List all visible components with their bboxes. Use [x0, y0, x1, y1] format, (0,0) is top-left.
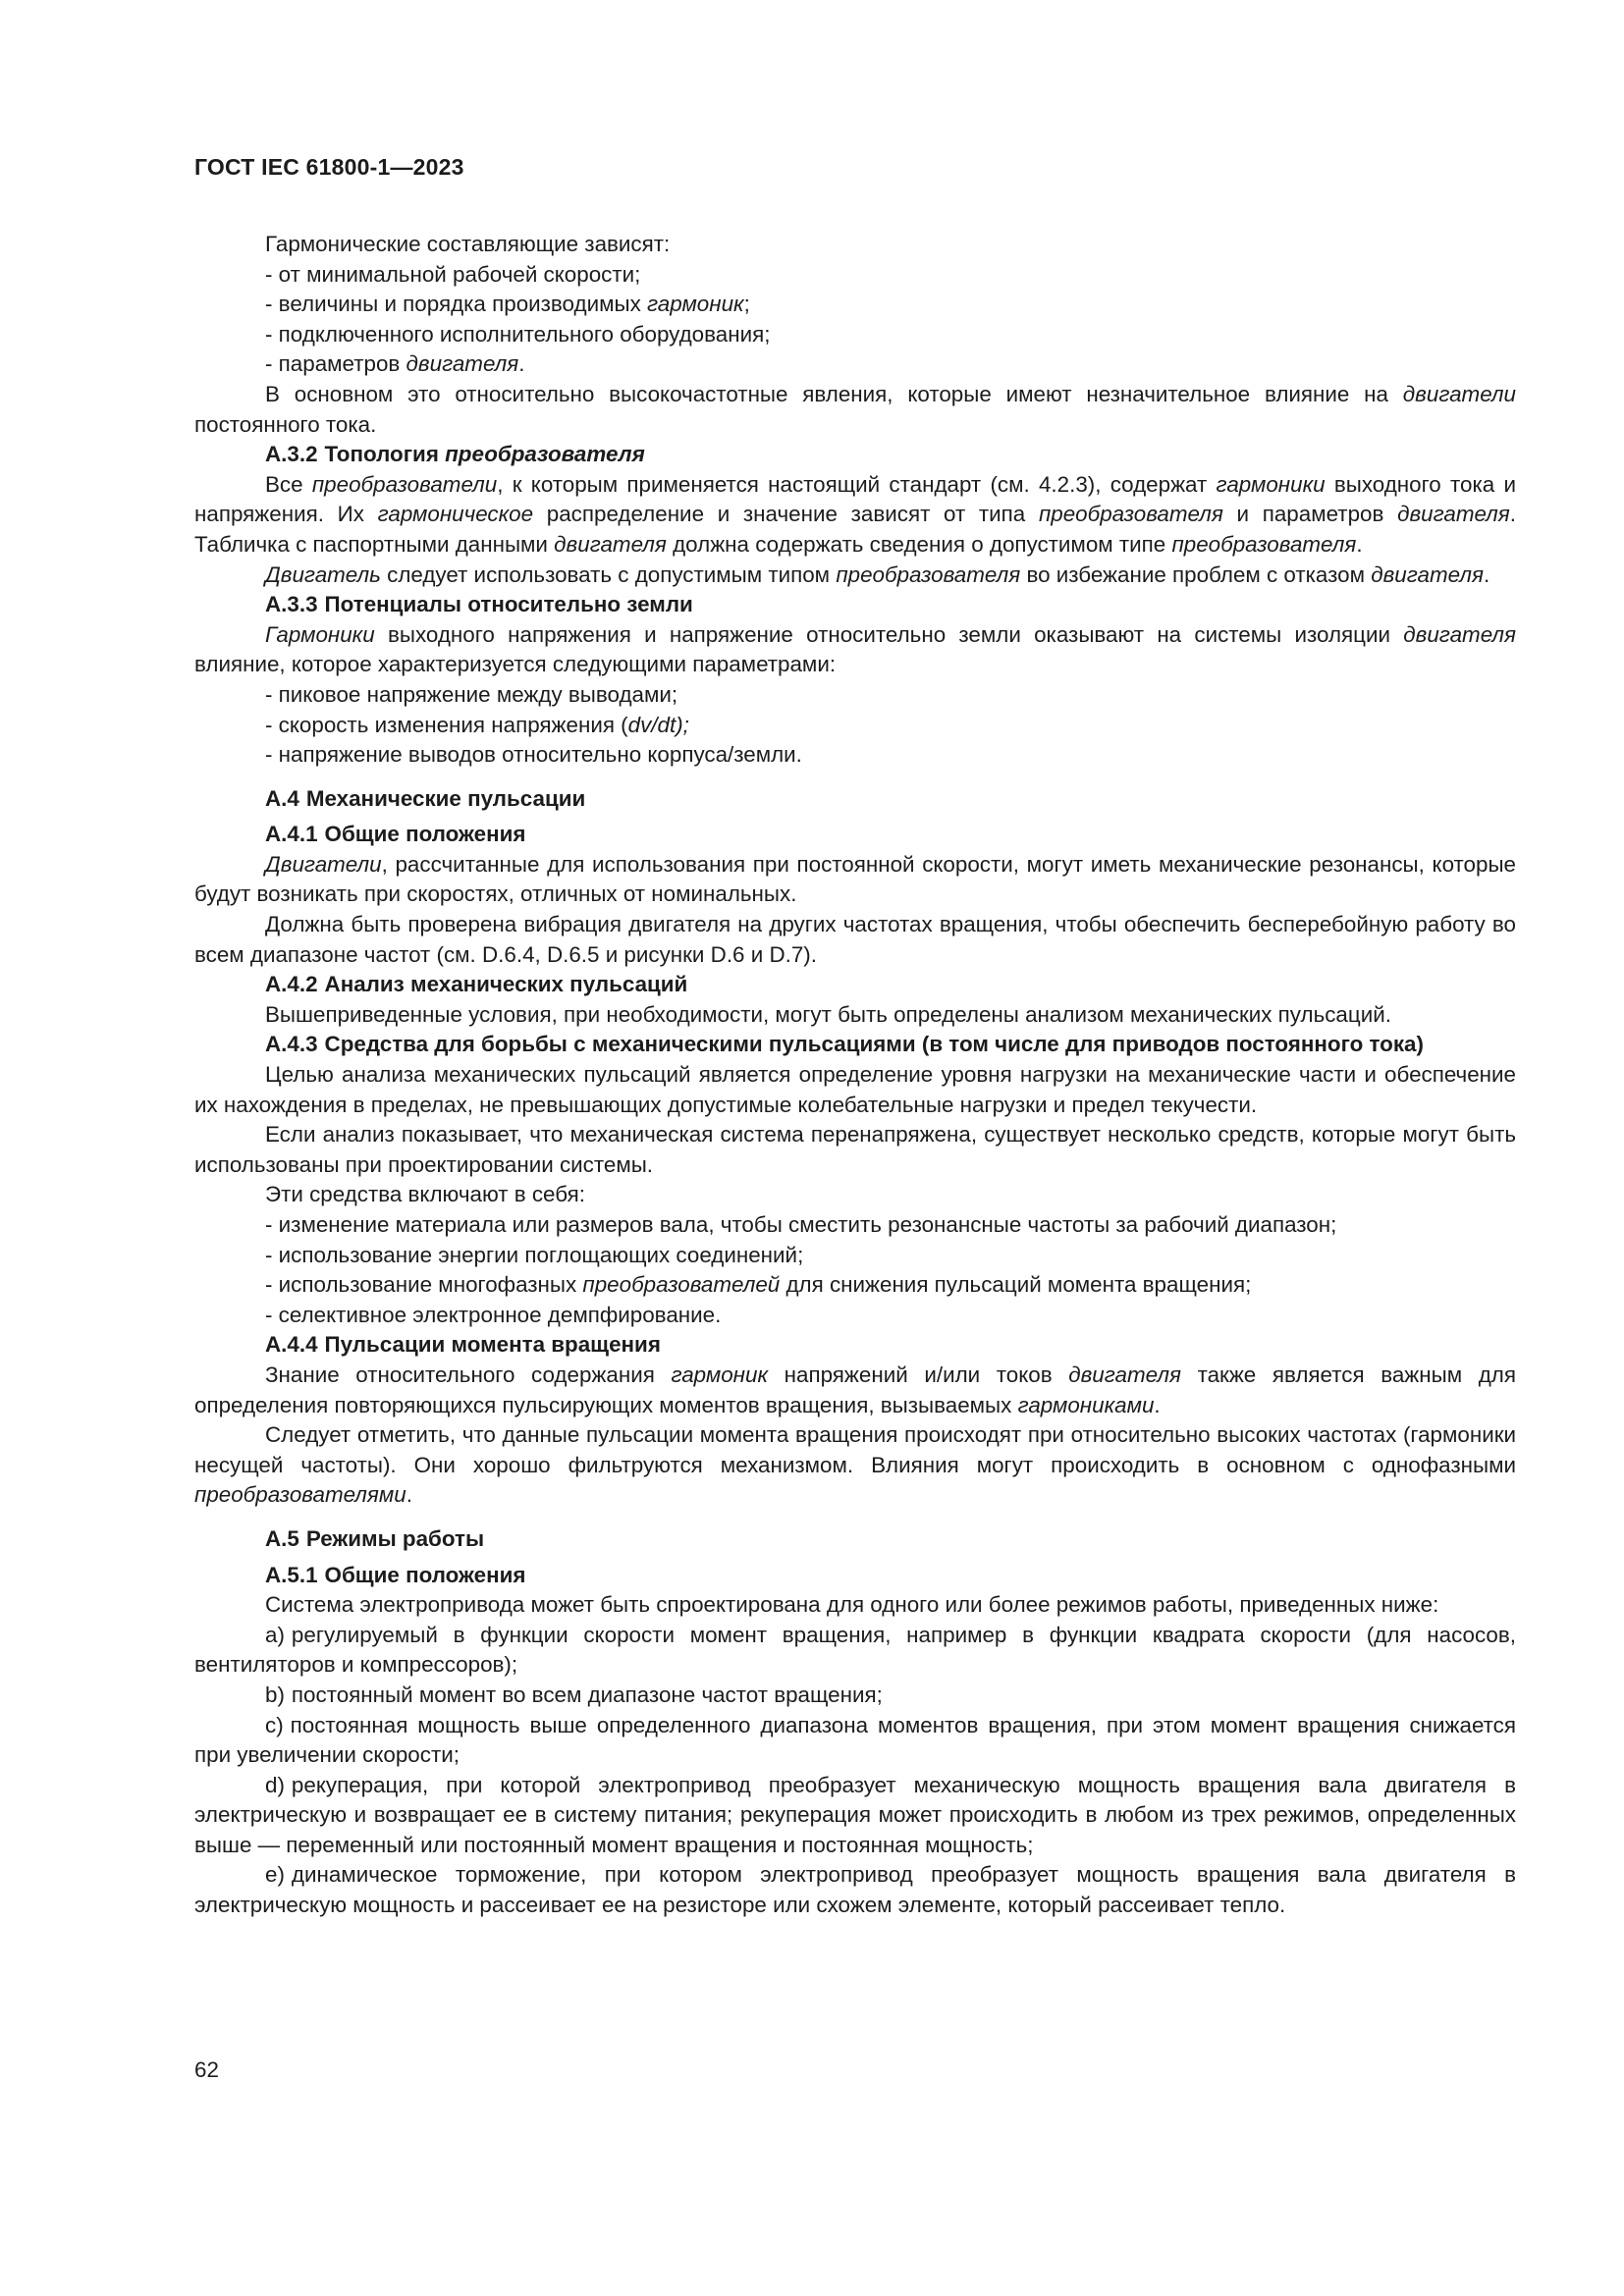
list-item: - величины и порядка производимых гармоник;	[265, 292, 750, 317]
paragraph: Система электропривода может быть спроектирована для одного или более режимов работы, приведенных ниже:	[265, 1592, 1439, 1618]
paragraph: Следует отметить, что данные пульсации момента вращения происходят при относительно высоких частотах (гармоники несущей частоты). Они хорошо фильтруются механизмом. Влияния могут происходить в основном с однофазными преобразователями.	[194, 1422, 1516, 1508]
list-item: - параметров двигателя.	[265, 351, 525, 377]
paragraph: Эти средства включают в себя:	[265, 1182, 585, 1207]
list-item: d) рекуперация, при которой электропривод преобразует механическую мощность вращения вала двигателя в электрическую и возвращает ее в систему питания; рекуперация может происходить в любом из трех режимов, определенных выше — переменный или постоянный момент вращения и постоянная мощность;	[194, 1772, 1516, 1857]
paragraph: Если анализ показывает, что механическая система перенапряжена, существует несколько средств, которые могут быть использованы при проектировании системы.	[194, 1122, 1516, 1177]
paragraph: Гармонические составляющие зависят:	[265, 232, 671, 256]
section-heading-a5: А.5 Режимы работы	[265, 1525, 485, 1551]
page-number: 62	[194, 2057, 219, 2082]
list-item: - изменение материала или размеров вала, чтобы сместить резонансные частоты за рабочий диапазон;	[265, 1212, 1337, 1237]
document-header: ГОСТ IEC 61800-1—2023	[194, 154, 464, 180]
paragraph: Все преобразователи, к которым применяется настоящий стандарт (см. 4.2.3), содержат гармоники выходного тока и напряжения. Их гармоническое распределение и значение зависят от типа преобразователя и параметров двигателя. Табличка с паспортными данными двигателя должна содержать сведения о допустимом типе преобразователя.	[194, 471, 1517, 557]
paragraph: Гармоники выходного напряжения и напряжение относительно земли оказывают на системы изоляции двигателя влияние, которое характеризуется следующими параметрами:	[194, 621, 1516, 677]
list-item: c) постоянная мощность выше определенного диапазона моментов вращения, при этом момент вращения снижается при увеличении скорости;	[194, 1712, 1516, 1768]
section-heading-a33: А.3.3 Потенциалы относительно земли	[265, 592, 693, 617]
paragraph: Целью анализа механических пульсаций является определение уровня нагрузки на механические части и обеспечение их нахождения в пределах, не превышающих допустимые колебательные нагрузки и предел текучести.	[194, 1062, 1516, 1117]
paragraph: Вышеприведенные условия, при необходимости, могут быть определены анализом механических пульсаций.	[265, 1001, 1391, 1027]
section-heading-a4: А.4 Механические пульсации	[265, 785, 586, 811]
list-item: - подключенного исполнительного оборудования;	[265, 321, 771, 347]
paragraph: Двигатель следует использовать с допустимым типом преобразователя во избежание проблем с отказом двигателя.	[265, 561, 1490, 587]
list-item: e) динамическое торможение, при котором электропривод преобразует мощность вращения вала двигателя в электрическую мощность и рассеивает ее на резисторе или схожем элементе, который рассеивает тепло.	[194, 1862, 1516, 1918]
paragraph: Должна быть проверена вибрация двигателя на других частотах вращения, чтобы обеспечить бесперебойную работу во всем диапазоне частот (см. D.6.4, D.6.5 и рисунки D.6 и D.7).	[194, 912, 1516, 967]
list-item: - селективное электронное демпфирование.	[265, 1302, 722, 1327]
paragraph: Двигатели, рассчитанные для использования при постоянной скорости, могут иметь механические резонансы, которые будут возникать при скоростях, отличных от номинальных.	[194, 851, 1516, 907]
section-heading-a51: А.5.1 Общие положения	[265, 1562, 526, 1587]
list-item: - пиковое напряжение между выводами;	[265, 681, 678, 707]
list-item: b) постоянный момент во всем диапазоне частот вращения;	[265, 1682, 883, 1707]
section-heading-a43: А.4.3 Средства для борьбы с механическими пульсациями (в том числе для приводов постоянного тока)	[265, 1032, 1424, 1057]
list-item: - использование энергии поглощающих соединений;	[265, 1242, 804, 1267]
section-heading-a41: А.4.1 Общие положения	[265, 822, 526, 847]
list-item: - напряжение выводов относительно корпуса/земли.	[265, 742, 802, 768]
paragraph: Знание относительного содержания гармоник напряжений и/или токов двигателя также является важным для определения повторяющихся пульсирующих моментов вращения, вызываемых гармониками.	[194, 1362, 1516, 1417]
paragraph: В основном это относительно высокочастотные явления, которые имеют незначительное влияние на двигатели постоянного тока.	[194, 381, 1516, 437]
section-heading-a42: А.4.2 Анализ механических пульсаций	[265, 972, 688, 997]
list-item: - использование многофазных преобразователей для снижения пульсаций момента вращения;	[265, 1272, 1252, 1298]
document-body	[194, 230, 1516, 1921]
list-item: - от минимальной рабочей скорости;	[265, 261, 641, 287]
list-item: a) регулируемый в функции скорости момент вращения, например в функции квадрата скорости (для насосов, вентиляторов и компрессоров);	[194, 1622, 1516, 1678]
section-heading-a44: А.4.4 Пульсации момента вращения	[265, 1332, 661, 1358]
section-heading-a32: А.3.2 Топология преобразователя	[265, 442, 645, 467]
list-item: - скорость изменения напряжения (dv/dt);	[265, 712, 689, 737]
